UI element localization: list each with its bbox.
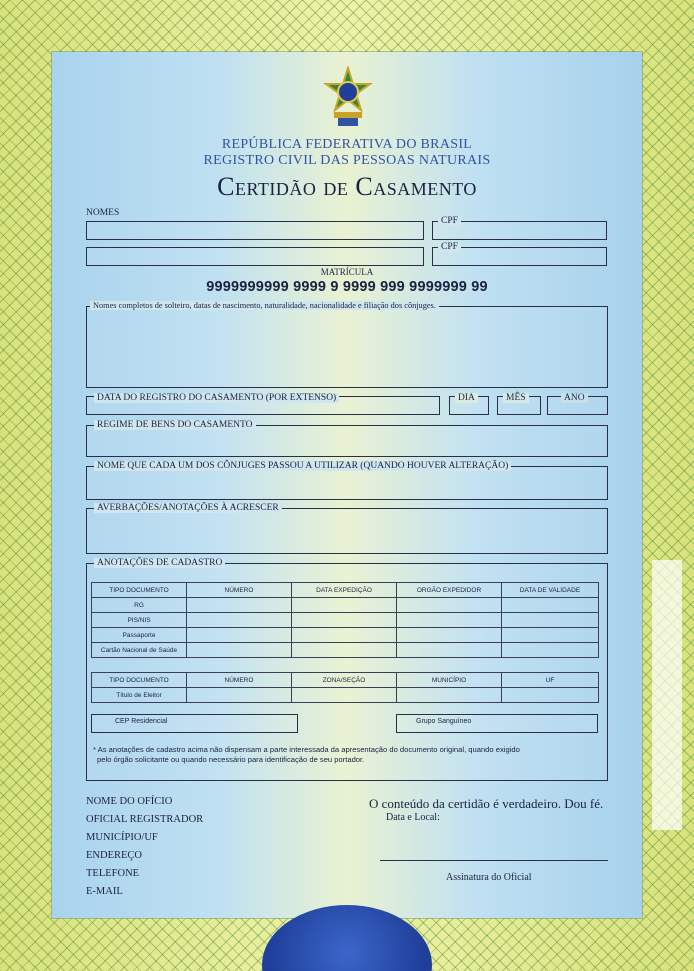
doc-type-cell: Passaporte [92,628,187,643]
table-cell[interactable] [397,613,502,628]
date-place-label: Data e Local: [386,812,440,823]
cep-label: CEP Residencial [115,718,168,725]
documents-table [91,582,599,658]
month-label: MÊS [503,393,529,403]
doc-type-cell: Cartão Nacional de Saúde [92,643,187,658]
property-regime-label: REGIME DE BENS DO CASAMENTO [94,420,256,430]
registry-notes-label: ANOTAÇÕES DE CADASTRO [94,558,225,568]
table-cell[interactable] [187,643,292,658]
matricula-value: 9999999999 9999 9 9999 999 9999999 99 [206,279,488,295]
footer-office-name: NOME DO OFÍCIO [86,796,173,807]
spouses-details-box[interactable] [86,306,608,388]
edge-tab [652,560,682,830]
table-header-cell: TIPO DOCUMENTO [92,673,187,688]
certificate-title: Certidão de Casamento [217,172,477,201]
cpf-label-2: CPF [438,242,461,252]
truthfulness-statement: O conteúdo da certidão é verdadeiro. Dou fé. [369,796,604,811]
table-cell[interactable] [502,688,599,703]
table-cell[interactable] [502,613,599,628]
signature-label: Assinatura do Oficial [446,872,532,883]
table-cell[interactable] [502,643,599,658]
annotations-box[interactable] [86,508,608,554]
name-field-2[interactable] [86,247,424,266]
table-cell[interactable] [397,688,502,703]
names-label: NOMES [86,208,120,218]
voter-table [91,672,599,703]
table-cell[interactable] [397,628,502,643]
table-row [92,628,599,643]
table-header-row [92,583,599,598]
footer-address: ENDEREÇO [86,850,142,861]
table-cell[interactable] [502,628,599,643]
table-header-cell: TIPO DOCUMENTO [92,583,187,598]
note-line1: * As anotações de cadastro acima não dispensam a parte interessada da apresentação do documento original, quando exigido [93,745,520,754]
table-cell[interactable] [292,688,397,703]
footer-municipality: MUNICÍPIO/UF [86,832,158,843]
footer-registrar: OFICIAL REGISTRADOR [86,814,204,825]
table-header-cell: UF [502,673,599,688]
table-cell[interactable] [292,643,397,658]
table-header-cell: DATA EXPEDIÇÃO [292,583,397,598]
table-row [92,643,599,658]
table-cell[interactable] [292,613,397,628]
table-row [92,688,599,703]
doc-type-cell: PIS/NIS [92,613,187,628]
table-cell[interactable] [292,598,397,613]
new-names-label: NOME QUE CADA UM DOS CÔNJUGES PASSOU A UTILIZAR (QUANDO HOUVER ALTERAÇÃO) [94,461,511,471]
footer-email: E-MAIL [86,886,123,897]
table-row [92,613,599,628]
table-cell[interactable] [187,613,292,628]
matricula-label: MATRÍCULA [320,267,374,277]
coat-of-arms-icon [320,66,376,130]
table-header-cell: NÚMERO [187,673,292,688]
blood-type-label: Grupo Sanguíneo [416,718,472,725]
name-field-1[interactable] [86,221,424,240]
table-header-cell: NÚMERO [187,583,292,598]
table-row [92,598,599,613]
table-cell[interactable] [187,598,292,613]
table-cell[interactable] [397,598,502,613]
day-label: DIA [455,393,478,403]
new-names-box[interactable] [86,466,608,500]
table-header-cell: ORGÃO EXPEDIDOR [397,583,502,598]
header-line1: REPÚBLICA FEDERATIVA DO BRASIL [221,137,473,152]
table-cell[interactable] [187,688,292,703]
table-header-cell: ZONA/SEÇÃO [292,673,397,688]
table-cell[interactable] [292,628,397,643]
table-cell[interactable] [397,643,502,658]
cpf-label-1: CPF [438,216,461,226]
note-line2: pelo órgão solicitante ou quando necessário para identificação de seu portador. [97,755,365,764]
doc-type-cell: Título de Eleitor [92,688,187,703]
table-cell[interactable] [187,628,292,643]
table-cell[interactable] [502,598,599,613]
doc-type-cell: RG [92,598,187,613]
spouses-details-label: Nomes completos de solteiro, datas de nascimento, naturalidade, nacionalidade e filiação dos cônjuges. [90,301,439,310]
header-line2: REGISTRO CIVIL DAS PESSOAS NATURAIS [203,153,491,168]
table-header-row [92,673,599,688]
year-label: ANO [561,393,588,403]
table-header-cell: MUNICÍPIO [397,673,502,688]
annotations-label: AVERBAÇÕES/ANOTAÇÕES À ACRESCER [94,503,282,513]
registration-date-label: DATA DO REGISTRO DO CASAMENTO (POR EXTENSO) [94,393,339,403]
footer-phone: TELEFONE [86,868,140,879]
signature-line [380,860,608,861]
table-header-cell: DATA DE VALIDADE [502,583,599,598]
